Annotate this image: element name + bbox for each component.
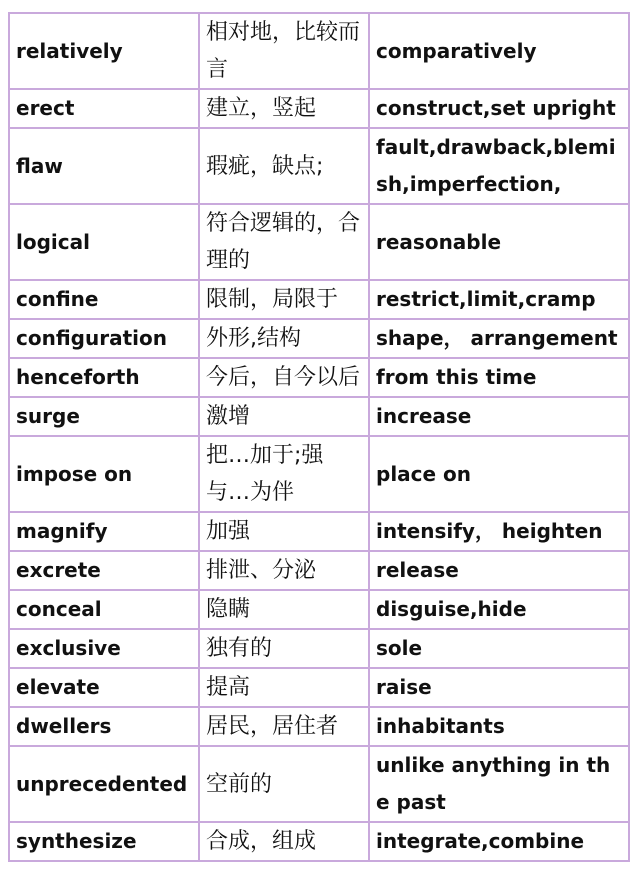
table-row — [9, 89, 629, 128]
vocabulary-table — [8, 12, 630, 862]
english-word: erect — [9, 89, 199, 128]
synonym: disguise,hide — [369, 590, 629, 629]
table-row — [9, 436, 629, 512]
chinese-meaning: 瑕疵，缺点; — [199, 128, 369, 204]
synonym: inhabitants — [369, 707, 629, 746]
table-row — [9, 280, 629, 319]
english-word: elevate — [9, 668, 199, 707]
synonym: unlike anything in the past — [369, 746, 629, 822]
table-row — [9, 551, 629, 590]
synonym: release — [369, 551, 629, 590]
synonym: comparatively — [369, 13, 629, 89]
english-word: excrete — [9, 551, 199, 590]
synonym: construct,set upright — [369, 89, 629, 128]
chinese-meaning: 相对地，比较而言 — [199, 13, 369, 89]
english-word: magnify — [9, 512, 199, 551]
synonym: sole — [369, 629, 629, 668]
chinese-meaning: 激增 — [199, 397, 369, 436]
synonym: fault,drawback,blemish,imperfection, — [369, 128, 629, 204]
chinese-meaning: 限制，局限于 — [199, 280, 369, 319]
table-row — [9, 13, 629, 89]
synonym: place on — [369, 436, 629, 512]
english-word: configuration — [9, 319, 199, 358]
table-row — [9, 590, 629, 629]
chinese-meaning: 今后，自今以后 — [199, 358, 369, 397]
table-row — [9, 204, 629, 280]
table-row — [9, 668, 629, 707]
chinese-meaning: 居民，居住者 — [199, 707, 369, 746]
table-row — [9, 358, 629, 397]
table-row — [9, 707, 629, 746]
table-row — [9, 128, 629, 204]
english-word: synthesize — [9, 822, 199, 861]
chinese-meaning: 排泄、分泌 — [199, 551, 369, 590]
english-word: relatively — [9, 13, 199, 89]
synonym: integrate,combine — [369, 822, 629, 861]
english-word: logical — [9, 204, 199, 280]
chinese-meaning: 隐瞒 — [199, 590, 369, 629]
english-word: dwellers — [9, 707, 199, 746]
english-word: unprecedented — [9, 746, 199, 822]
english-word: confine — [9, 280, 199, 319]
english-word: impose on — [9, 436, 199, 512]
chinese-meaning: 加强 — [199, 512, 369, 551]
synonym: increase — [369, 397, 629, 436]
table-row — [9, 512, 629, 551]
chinese-meaning: 符合逻辑的，合理的 — [199, 204, 369, 280]
synonym: from this time — [369, 358, 629, 397]
synonym: restrict,limit,cramp — [369, 280, 629, 319]
table-row — [9, 319, 629, 358]
chinese-meaning: 外形,结构 — [199, 319, 369, 358]
synonym: intensify， heighten — [369, 512, 629, 551]
chinese-meaning: 空前的 — [199, 746, 369, 822]
table-row — [9, 746, 629, 822]
table-row — [9, 822, 629, 861]
english-word: flaw — [9, 128, 199, 204]
table-row — [9, 397, 629, 436]
english-word: conceal — [9, 590, 199, 629]
chinese-meaning: 提高 — [199, 668, 369, 707]
chinese-meaning: 建立，竖起 — [199, 89, 369, 128]
english-word: henceforth — [9, 358, 199, 397]
synonym: reasonable — [369, 204, 629, 280]
table-row — [9, 629, 629, 668]
synonym: shape， arrangement — [369, 319, 629, 358]
chinese-meaning: 独有的 — [199, 629, 369, 668]
english-word: surge — [9, 397, 199, 436]
english-word: exclusive — [9, 629, 199, 668]
chinese-meaning: 把…加于;强与…为伴 — [199, 436, 369, 512]
chinese-meaning: 合成，组成 — [199, 822, 369, 861]
synonym: raise — [369, 668, 629, 707]
